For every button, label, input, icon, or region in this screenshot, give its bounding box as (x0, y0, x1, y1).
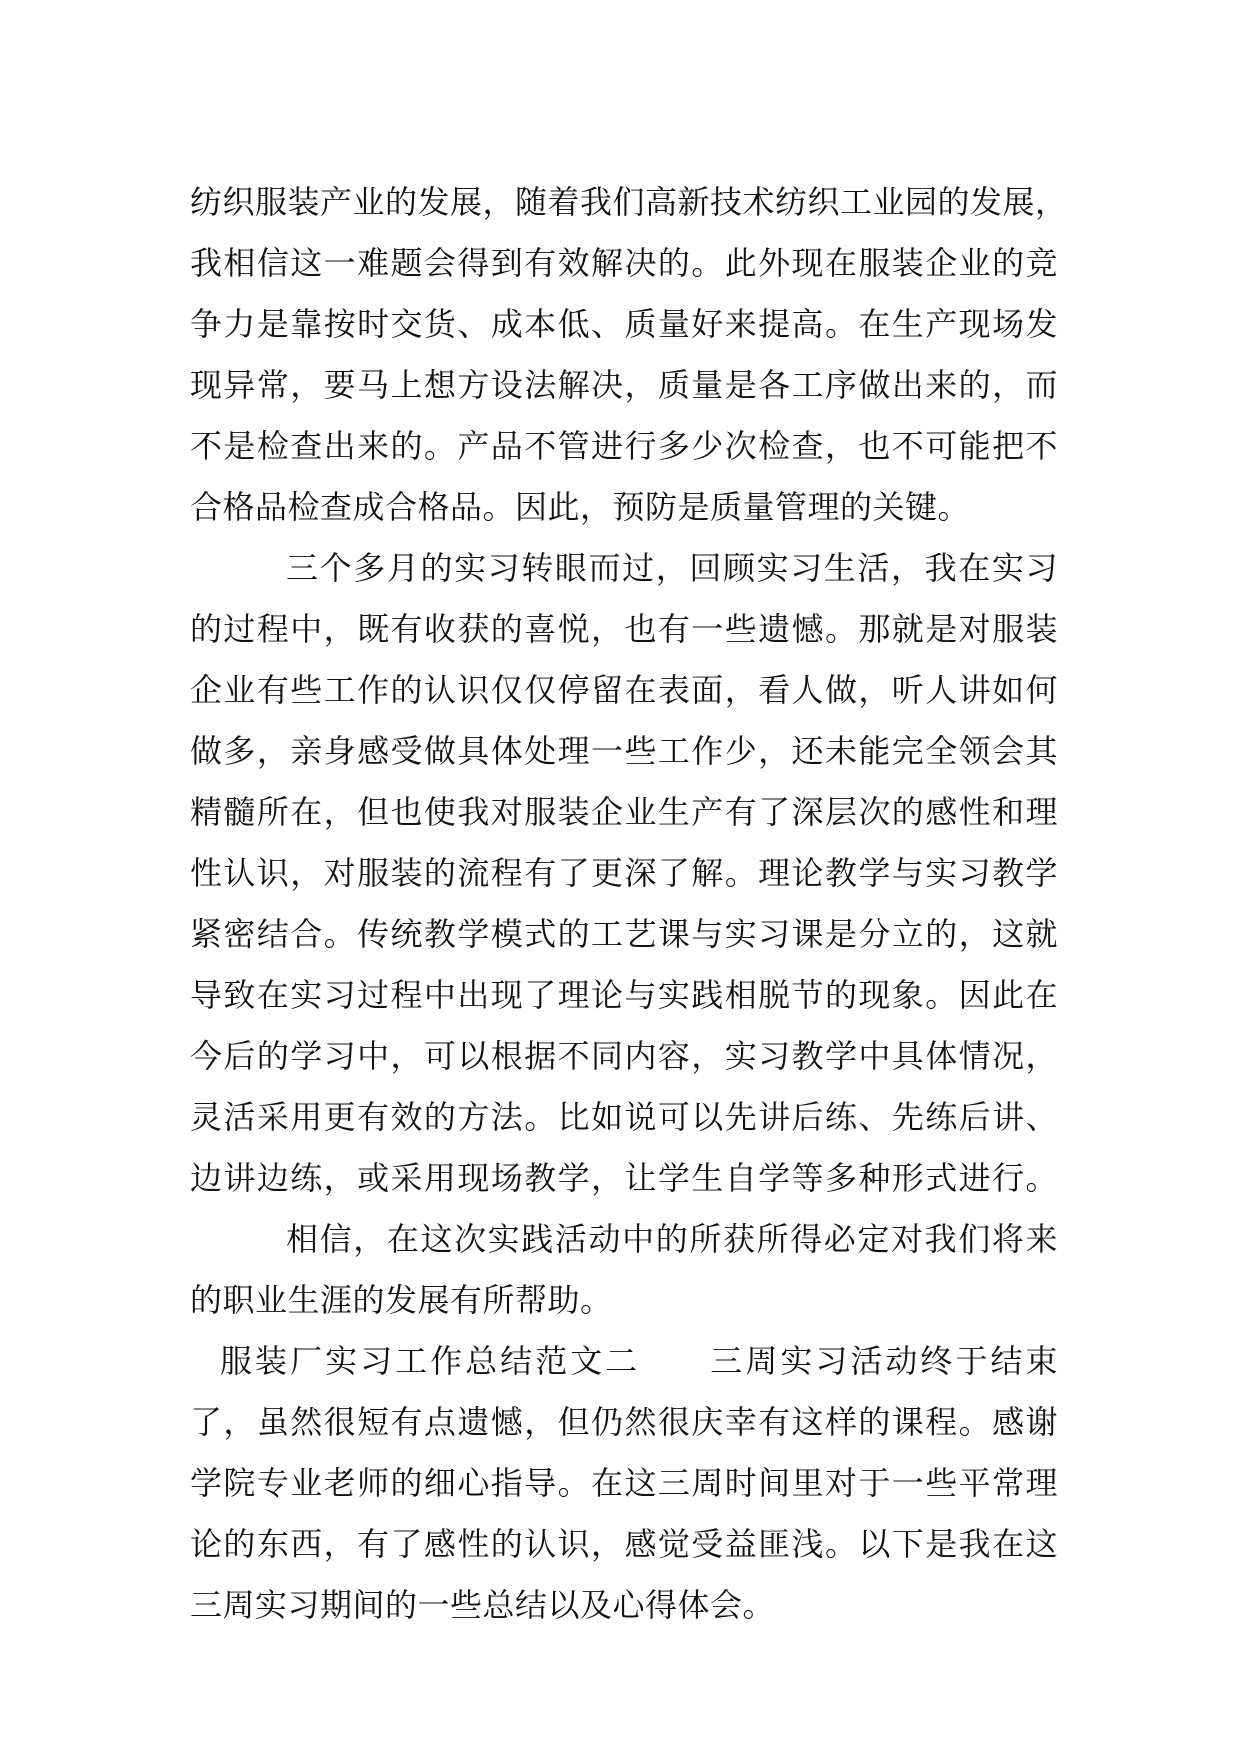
text-line: 灵活采用更有效的方法。比如说可以先讲后练、先练后讲、 (190, 1098, 1058, 1136)
text-line: 学院专业老师的细心指导。在这三周时间里对于一些平常理 (190, 1464, 1058, 1502)
text-line: 边讲边练，或采用现场教学，让学生自学等多种形式进行。 (190, 1159, 1058, 1197)
text-line: 企业有些工作的认识仅仅停留在表面，看人做，听人讲如何 (190, 671, 1058, 709)
text-line: 相信，在这次实践活动中的所获所得必定对我们将来 (286, 1220, 1058, 1258)
text-line: 争力是靠按时交货、成本低、质量好来提高。在生产现场发 (190, 305, 1058, 343)
text-line: 的职业生涯的发展有所帮助。 (190, 1281, 613, 1319)
text-line: 三个多月的实习转眼而过，回顾实习生活，我在实习 (286, 549, 1058, 587)
text-line: 纺织服装产业的发展，随着我们高新技术纺织工业园的发展， (190, 183, 1068, 221)
text-line: 不是检查出来的。产品不管进行多少次检查，也不可能把不 (190, 427, 1058, 465)
text-line: 紧密结合。传统教学模式的工艺课与实习课是分立的，这就 (190, 915, 1058, 953)
text-line: 论的东西，有了感性的认识，感觉受益匪浅。以下是我在这 (190, 1525, 1058, 1563)
text-line: 性认识，对服装的流程有了更深了解。理论教学与实习教学 (190, 854, 1058, 892)
text-line: 现异常，要马上想方设法解决，质量是各工序做出来的，而 (190, 366, 1058, 404)
text-line: 精髓所在，但也使我对服装企业生产有了深层次的感性和理 (190, 793, 1058, 831)
text-line: 我相信这一难题会得到有效解决的。此外现在服装企业的竞 (190, 244, 1058, 282)
text-line: 三周实习期间的一些总结以及心得体会。 (190, 1586, 776, 1624)
text-line: 今后的学习中，可以根据不同内容，实习教学中具体情况， (190, 1037, 1058, 1075)
text-line: 导致在实习过程中出现了理论与实践相脱节的现象。因此在 (190, 976, 1058, 1014)
text-line: 了，虽然很短有点遗憾，但仍然很庆幸有这样的课程。感谢 (190, 1403, 1058, 1441)
text-line: 做多，亲身感受做具体处理一些工作少，还未能完全领会其 (190, 732, 1058, 770)
text-line: 服装厂实习工作总结范文二 三周实习活动终于结束 (220, 1342, 1058, 1380)
text-line: 的过程中，既有收获的喜悦，也有一些遗憾。那就是对服装 (190, 610, 1058, 648)
text-line: 合格品检查成合格品。因此，预防是质量管理的关键。 (190, 488, 971, 526)
body-text (190, 172, 1068, 1636)
